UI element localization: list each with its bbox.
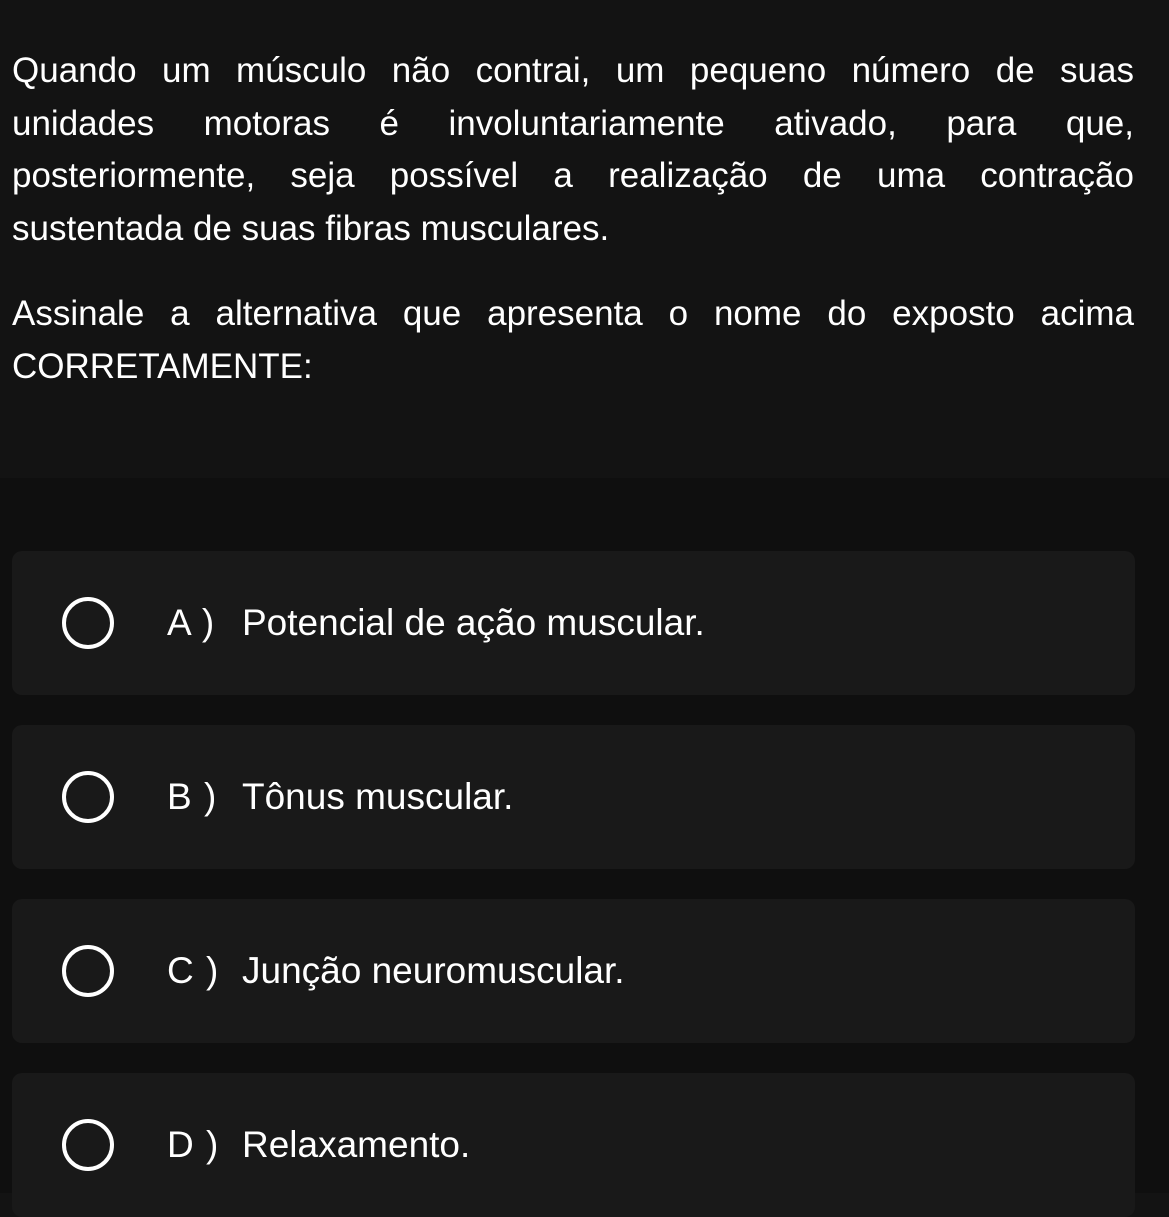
option-letter: A )	[167, 602, 216, 643]
radio-circle-icon[interactable]	[62, 597, 114, 649]
radio-circle-icon[interactable]	[62, 945, 114, 997]
option-letter: B )	[167, 776, 218, 817]
question-instruction: Assinale a alternativa que apresenta o nome do exposto acima CORRETAMENTE:	[12, 294, 1134, 386]
question-panel	[0, 0, 1169, 478]
option-d[interactable]	[12, 1073, 1135, 1217]
radio-circle-icon[interactable]	[62, 771, 114, 823]
option-label: Junção neuromuscular.	[242, 950, 625, 991]
option-label: Tônus muscular.	[242, 776, 514, 817]
question-text: Quando um músculo não contrai, um pequeno número de suas unidades motoras é involuntariamente ativado, para que, posteriormente, seja possível a realização de uma contração sustentada de suas fibras musculares.	[12, 51, 1134, 248]
radio-circle-icon[interactable]	[62, 1119, 114, 1171]
option-c[interactable]	[12, 899, 1135, 1043]
answer-options-panel	[0, 478, 1169, 1193]
option-a[interactable]	[12, 551, 1135, 695]
option-letter: D )	[167, 1124, 220, 1165]
option-label: Relaxamento.	[242, 1124, 471, 1165]
option-letter: C )	[167, 950, 220, 991]
option-b[interactable]	[12, 725, 1135, 869]
option-label: Potencial de ação muscular.	[242, 602, 705, 643]
